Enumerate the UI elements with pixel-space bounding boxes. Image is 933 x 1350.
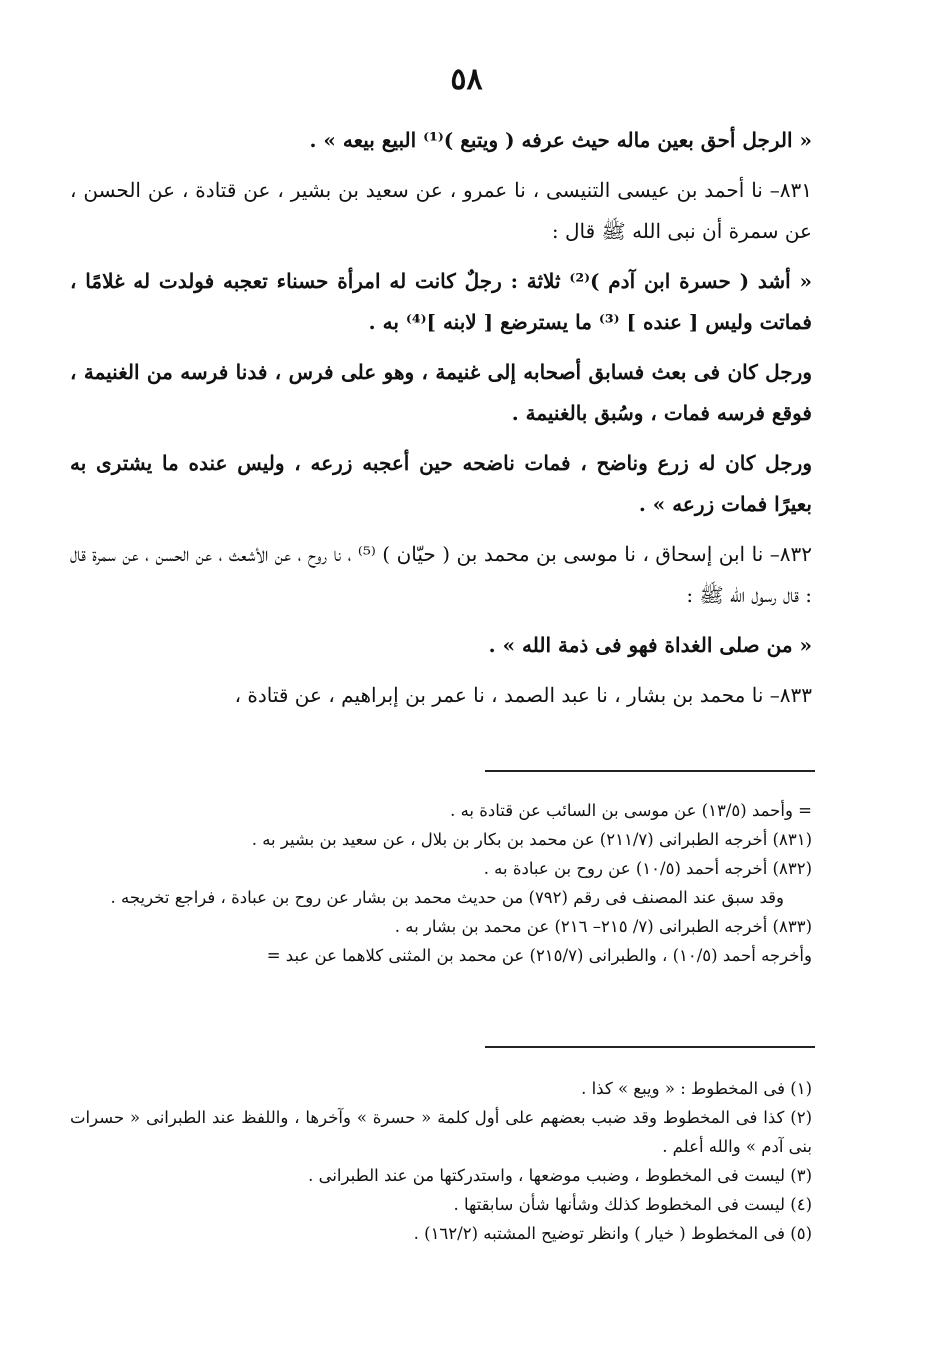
takhrij-divider: [485, 770, 815, 772]
footnote: (٣) ليست فى المخطوط ، وضبب موضعها ، واستدركتها من عند الطبرانى .: [308, 1166, 812, 1185]
footnotes-divider: [485, 1046, 815, 1048]
takhrij-note: (٨٣١) أخرجه الطبرانى (٢١١/٧) عن محمد بن بكار بن بلال ، عن سعيد بن بشير به .: [251, 830, 812, 849]
matn-paragraph: « الرجل أحق بعين ماله حيث عرفه ( ويتبع )⁽¹⁾ البيع بيعه » .: [309, 128, 812, 152]
isnad-paragraph: ٨٣٢– نا ابن إسحاق ، نا موسى بن محمد بن ( حيّان ) ⁽⁵⁾ ، نا روح ، عن الأشعث ، عن الحسن ، عن سمرة قال : قال رسول الله ﷺ :: [70, 542, 812, 607]
matn-paragraph: ورجل كان فى بعث فسابق أصحابه إلى غنيمة ، وهو على فرس ، فدنا فرسه من الغنيمة ، فوقع فرسه فمات ، وسُبق بالغنيمة .: [70, 360, 812, 425]
footnote: (٥) فى المخطوط ( خيار ) وانظر توضيح المشتبه (١٦٢/٢) .: [413, 1224, 812, 1243]
footnote: (١) فى المخطوط : « ويبع » كذا .: [581, 1079, 812, 1098]
takhrij-note: (٨٣٣) أخرجه الطبرانى (٧/ ٢١٥– ٢١٦) عن محمد بن بشار به .: [394, 917, 812, 936]
takhrij-note: = وأحمد (١٣/٥) عن موسى بن السائب عن قتادة به .: [450, 801, 812, 820]
footnote: (٢) كذا فى المخطوط وقد ضبب بعضهم على أول كلمة « حسرة » وآخرها ، واللفظ عند الطبرانى « حسرات بنى آدم » والله أعلم .: [70, 1108, 812, 1156]
main-text: [70, 120, 812, 716]
matn-paragraph: ورجل كان له زرع وناضح ، فمات ناضحه حين أعجبه زرعه ، وليس عنده ما يشترى به بعيرًا فمات زرعه » .: [70, 451, 812, 516]
matn-paragraph: « من صلى الغداة فهو فى ذمة الله » .: [488, 633, 812, 657]
footnote: (٤) ليست فى المخطوط كذلك وشأنها شأن سابقتها .: [453, 1195, 812, 1214]
footnotes: [70, 1074, 812, 1248]
page-number: ٥٨: [450, 62, 483, 97]
isnad-paragraph: ٨٣١– نا أحمد بن عيسى التنيسى ، نا عمرو ، عن سعيد بن بشير ، عن قتادة ، عن الحسن ، عن سمرة أن نبى الله ﷺ قال :: [70, 178, 812, 243]
takhrij-notes: [70, 796, 812, 970]
takhrij-note: وقد سبق عند المصنف فى رقم (٧٩٢) من حديث محمد بن بشار عن روح بن عبادة ، فراجع تخريجه .: [110, 888, 784, 907]
matn-paragraph: « أشد ( حسرة ابن آدم )⁽²⁾ ثلاثة : رجلٌ كانت له امرأة حسناء تعجبه فولدت له غلامًا ، فماتت وليس [ عنده ] ⁽³⁾ ما يسترضع [ لابنه ]⁽⁴⁾ به .: [70, 269, 812, 334]
takhrij-note: (٨٣٢) أخرجه أحمد (١٠/٥) عن روح بن عبادة به .: [483, 859, 812, 878]
isnad-paragraph: ٨٣٣– نا محمد بن بشار ، نا عبد الصمد ، نا عمر بن إبراهيم ، عن قتادة ،: [234, 683, 812, 707]
takhrij-note: وأخرجه أحمد (١٠/٥) ، والطبرانى (٢١٥/٧) عن محمد بن المثنى كلاهما عن عبد =: [266, 946, 812, 965]
